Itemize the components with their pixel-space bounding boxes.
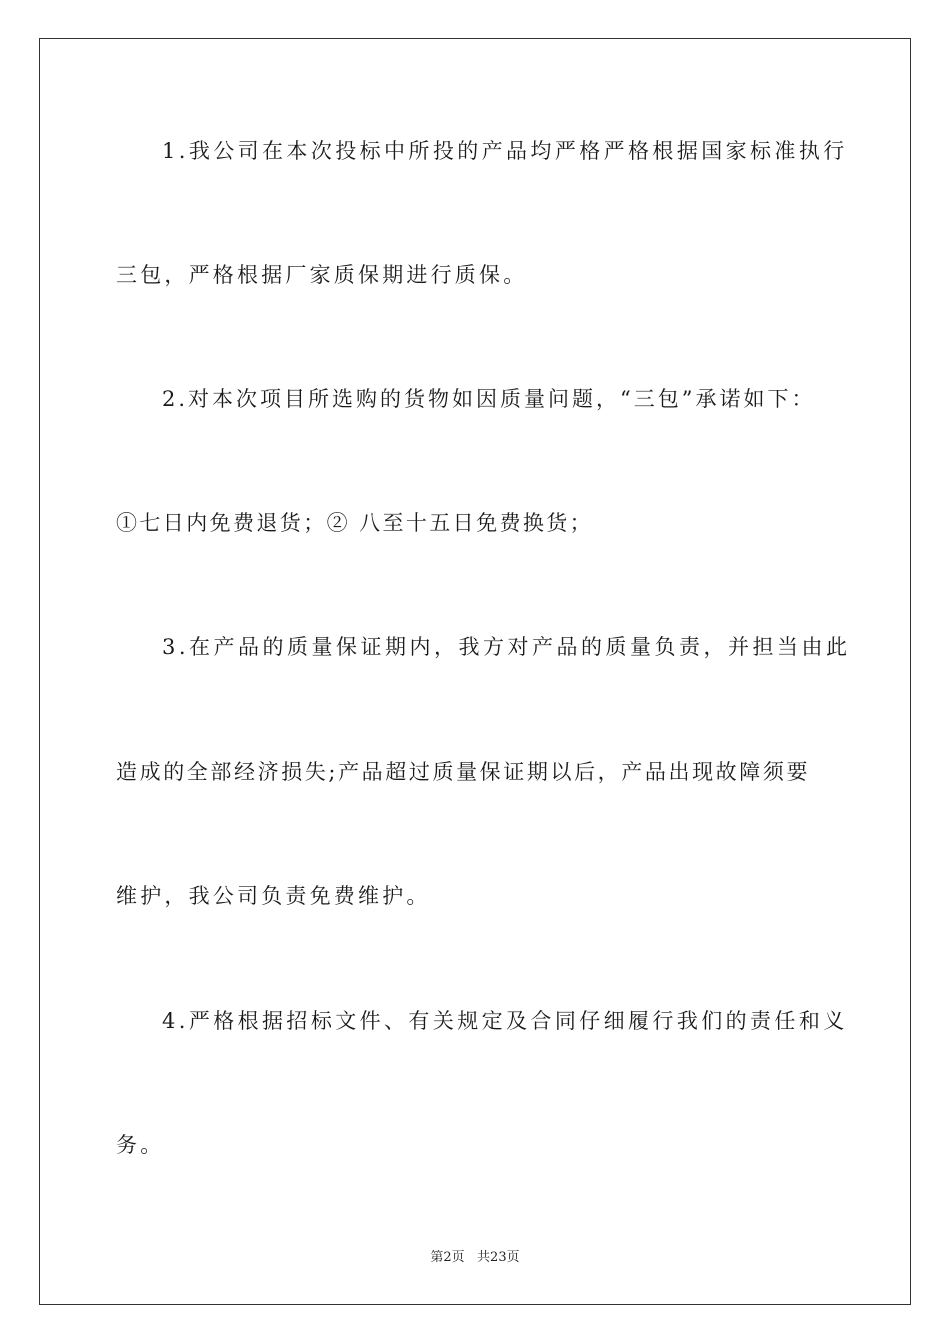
paragraph-1-line-1: 1.我公司在本次投标中所投的产品均严格严格根据国家标准执行	[162, 139, 848, 163]
page-number-footer: 第2页 共23页	[430, 1250, 520, 1265]
paragraph-3-line-1: 3.在产品的质量保证期内，我方对产品的质量负责，并担当由此	[162, 635, 851, 659]
paragraph-1-line-2: 三包，严格根据厂家质保期进行质保。	[116, 263, 528, 287]
paragraph-4-line-2: 务。	[116, 1133, 165, 1157]
paragraph-4-line-1: 4.严格根据招标文件、有关规定及合同仔细履行我们的责任和义	[162, 1009, 848, 1033]
paragraph-2-line-2: ①七日内免费退货；② 八至十五日免费换货；	[116, 511, 594, 535]
page-border	[39, 38, 911, 1305]
paragraph-3-line-3: 维护，我公司负责免费维护。	[116, 884, 431, 908]
paragraph-2-line-1: 2.对本次项目所选购的货物如因质量问题，“三包”承诺如下：	[162, 387, 816, 411]
paragraph-3-line-2: 造成的全部经济损失;产品超过质量保证期以后，产品出现故障须要	[116, 760, 811, 784]
